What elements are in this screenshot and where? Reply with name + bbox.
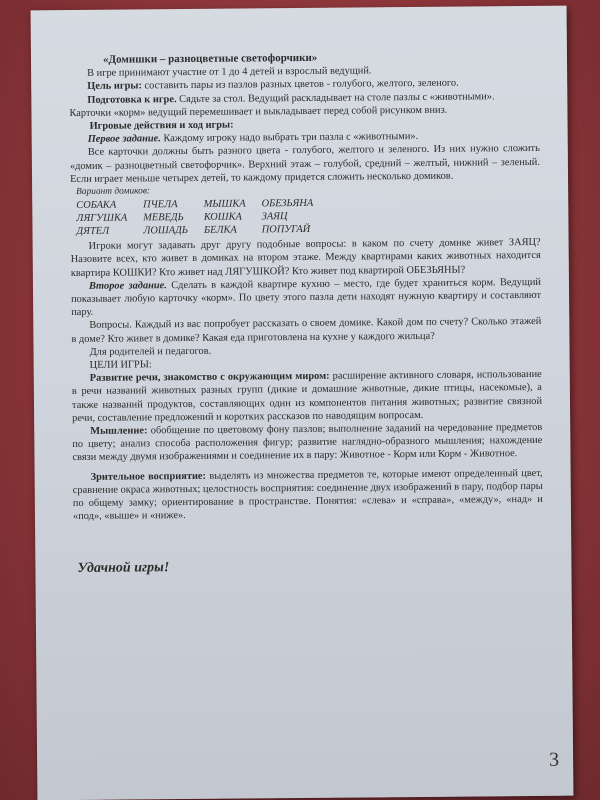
animal-cell: ОБЕЗЬЯНА xyxy=(261,198,314,210)
animal-cell: ПОПУГАЙ xyxy=(261,224,311,236)
goal-label: Цель игры: xyxy=(87,80,142,93)
task1-text: Каждому игроку надо выбрать три пазла с «животными». xyxy=(160,131,419,145)
table-row xyxy=(76,197,329,212)
animal-cell: ПЧЕЛА xyxy=(143,199,178,211)
animal-cell: МЕВЕДЬ xyxy=(143,212,184,224)
animal-cell: ЛОШАДЬ xyxy=(143,225,189,237)
task2-label: Второе задание. xyxy=(88,280,167,292)
thinking-label: Мышление: xyxy=(90,425,148,437)
variants-label: Вариант домиков: xyxy=(76,186,151,197)
animal-cell: СОБАКА xyxy=(76,199,117,212)
goal-text: составить пары из пазлов разных цветов - голубого, желтого, зеленого. xyxy=(141,78,459,92)
questions-text: Игроки могут задавать друг другу подобные вопросы: в каком по счету домике живет ЗАЯЦ? Назовите всех, кто живет в домиках на втором этаже. Между квартирами каких животных находится квартира КОШКИ? Кто живет над ЛЯГУШКОЙ? Кто живет под квартирой ОБЕЗЬЯНЫ? xyxy=(70,237,541,279)
animal-cell: КОШКА xyxy=(203,211,242,224)
for-parents-text: Для родителей и педагогов. xyxy=(89,345,212,358)
task2-paragraph xyxy=(71,276,541,320)
prep-label: Подготовка к игре. xyxy=(87,93,177,106)
intro-text: В игре принимают участие от 1 до 4 детей и взрослый ведущий. xyxy=(87,65,372,80)
task2-text: Сделать в каждой квартире кухню – место, где будет храниться корм. Ведущий показывает любую карточку «корм». По цвету этого пазла дети находят нужную квартиру и составляют пару. xyxy=(71,276,542,319)
speech-label: Развитие речи, знакомство с окружающим миром: xyxy=(89,371,330,385)
game-title: «Домишки – разноцветные светофорчики» xyxy=(102,51,318,66)
animal-cell: ЗАЯЦ xyxy=(261,211,288,223)
vision-text: выделять из множества предметов те, которые имеют определенный цвет, сравнение окраса животных; целостность восприятия: соединение двух изображений в пару, подбор пары по общему замку; ориентирование в пространстве. Понятия: «слева» и «справа», «между», «над» и «под», «выше» и «ниже». xyxy=(72,467,543,523)
task1-label: Первое задание. xyxy=(87,133,161,146)
vision-paragraph xyxy=(73,467,543,524)
animal-cell: ЛЯГУШКА xyxy=(76,212,128,225)
good-game-text: Удачной игры! xyxy=(77,559,170,576)
animal-cell: МЫШКА xyxy=(203,198,246,211)
questions2-text: Вопросы. Каждый из вас попробует рассказать о своем домике. Какой дом по счету? Сколько этажей в доме? Кто живет в домике? Какая еда приготовлена на кухне у каждого жильца? xyxy=(71,316,542,345)
table-row xyxy=(76,223,329,238)
prep-text: Сядьте за стол. Ведущий раскладывает на столе пазлы с «животными». xyxy=(176,90,495,105)
animal-cell: БЕЛКА xyxy=(203,224,237,237)
spacer xyxy=(73,519,543,561)
thinking-paragraph xyxy=(72,421,542,465)
thinking-text: обобщение по цветовому фону пазлов; выполнение заданий на чередование предметов по цвету; анализ способа расположения фигур; развитие наглядно-образного мышления; нахождение связи между двумя изображениями и соединение их в пару: Животное - Корм или Корм - Животное. xyxy=(72,421,543,464)
actions-heading: Игровые действия и ход игры: xyxy=(89,119,234,132)
sheet-content xyxy=(69,50,544,575)
page-number: 3 xyxy=(549,748,560,771)
goals-heading: ЦЕЛИ ИГРЫ: xyxy=(89,359,152,371)
task1-more: Все карточки должны быть разного цвета - голубого, желтого и зеленого. Из них нужно сложить «домик – разноцветный светофорчик». Верхний этаж – голубой, средний – желтый, нижний – зеленый. Если играет меньше четырех детей, то каждому придется сложить несколько домиков. xyxy=(69,143,540,185)
animal-cell: ДЯТЕЛ xyxy=(76,225,110,238)
vision-label: Зрительное восприятие: xyxy=(90,470,207,483)
animals-table xyxy=(76,197,329,238)
instruction-sheet xyxy=(31,6,574,800)
speech-paragraph xyxy=(72,368,542,425)
speech-text: расширение активного словаря, использование в речи названий животных разных групп (дикие и домашние животные, дикие птицы, насекомые), а также названий продуктов, составляющих один из компонентов питания животных; развитие связной речи, составление предложений и коротких рассказов по наводящим вопросам. xyxy=(71,369,543,424)
cards-text: Карточки «корм» ведущий перемешивает и выкладывает перед собой рисунком вниз. xyxy=(69,104,448,119)
